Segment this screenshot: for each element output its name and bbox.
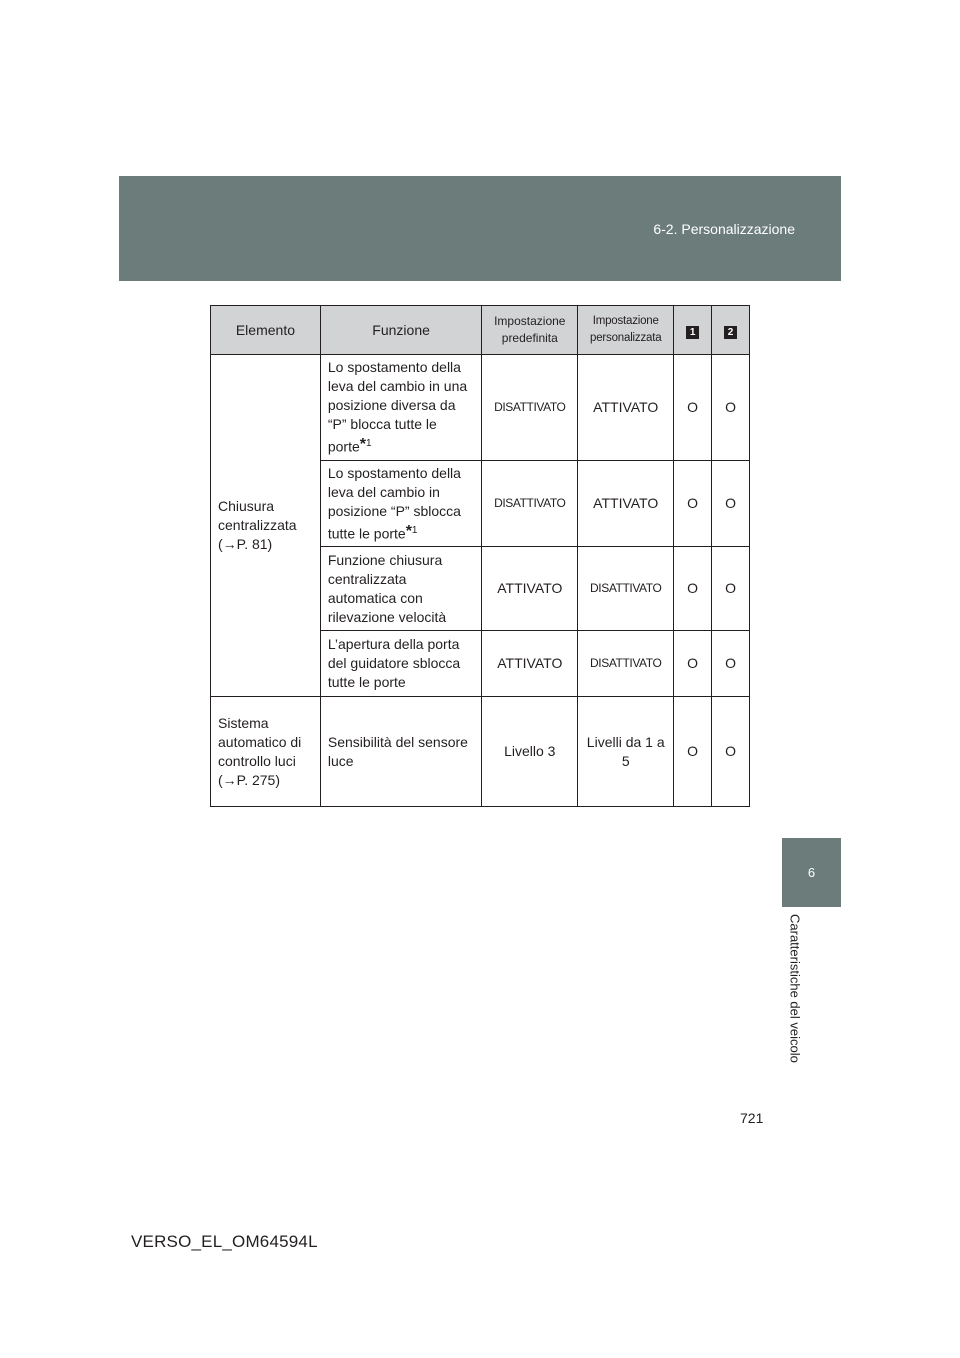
funzione-cell: Lo spostamento della leva del cambio in posizione “P” sblocca tutte le porte$^{*1}$ — [320, 460, 481, 547]
method-1-value: O — [674, 547, 712, 631]
funzione-cell: Sensibilità del sensore luce — [320, 697, 481, 807]
document-code: VERSO_EL_OM64594L — [131, 1232, 318, 1251]
header-default-setting: Impostazione predefinita — [482, 306, 578, 355]
header-method-2 — [712, 306, 750, 355]
header-elemento: Elemento — [211, 306, 321, 355]
method-2-value: O — [712, 547, 750, 631]
method-2-value: O — [712, 460, 750, 547]
custom-value: DISATTIVATO — [578, 547, 674, 631]
method-2-badge: 2 — [724, 326, 737, 339]
default-value: Livello 3 — [482, 697, 578, 807]
page-number: 721 — [740, 1110, 764, 1126]
header-method-1 — [674, 306, 712, 355]
table-row — [211, 355, 750, 461]
custom-value: Livelli da 1 a 5 — [578, 697, 674, 807]
funzione-cell: Funzione chiusura centralizzata automatica con rilevazione velocità — [320, 547, 481, 631]
custom-value: ATTIVATO — [578, 460, 674, 547]
default-value: DISATTIVATO — [482, 460, 578, 547]
method-1-value: O — [674, 631, 712, 697]
default-value: ATTIVATO — [482, 631, 578, 697]
method-1-value: O — [674, 697, 712, 807]
section-title: 6-2. Personalizzazione — [653, 221, 795, 237]
method-1-value: O — [674, 355, 712, 461]
header-funzione: Funzione — [320, 306, 481, 355]
method-1-badge: 1 — [686, 326, 699, 339]
chapter-number: 6 — [807, 865, 816, 880]
custom-value: DISATTIVATO — [578, 631, 674, 697]
method-1-value: O — [674, 460, 712, 547]
header-custom-setting: Impostazione personalizzata — [578, 306, 674, 355]
chapter-label: Caratteristiche del veicolo — [787, 914, 803, 1063]
footnote-marker: *1 — [359, 436, 372, 453]
funzione-cell: L’apertura della porta del guidatore sblocca tutte le porte — [320, 631, 481, 697]
default-value: ATTIVATO — [482, 547, 578, 631]
custom-value: ATTIVATO — [578, 355, 674, 461]
method-2-value: O — [712, 697, 750, 807]
method-2-value: O — [712, 355, 750, 461]
elemento-cell: Chiusura centralizzata (→P. 81) — [211, 355, 321, 697]
method-2-value: O — [712, 631, 750, 697]
chapter-tab — [782, 838, 841, 907]
table-header-row — [211, 306, 750, 355]
settings-table — [210, 305, 750, 807]
table-row — [211, 697, 750, 807]
default-value: DISATTIVATO — [482, 355, 578, 461]
elemento-cell: Sistema automatico di controllo luci (→P. 275) — [211, 697, 321, 807]
header-band — [119, 176, 841, 281]
footnote-marker: *1 — [405, 522, 418, 540]
funzione-cell: Lo spostamento della leva del cambio in una posizione diversa da “P” blocca tutte le porte$^{*1}$ — [320, 355, 481, 461]
